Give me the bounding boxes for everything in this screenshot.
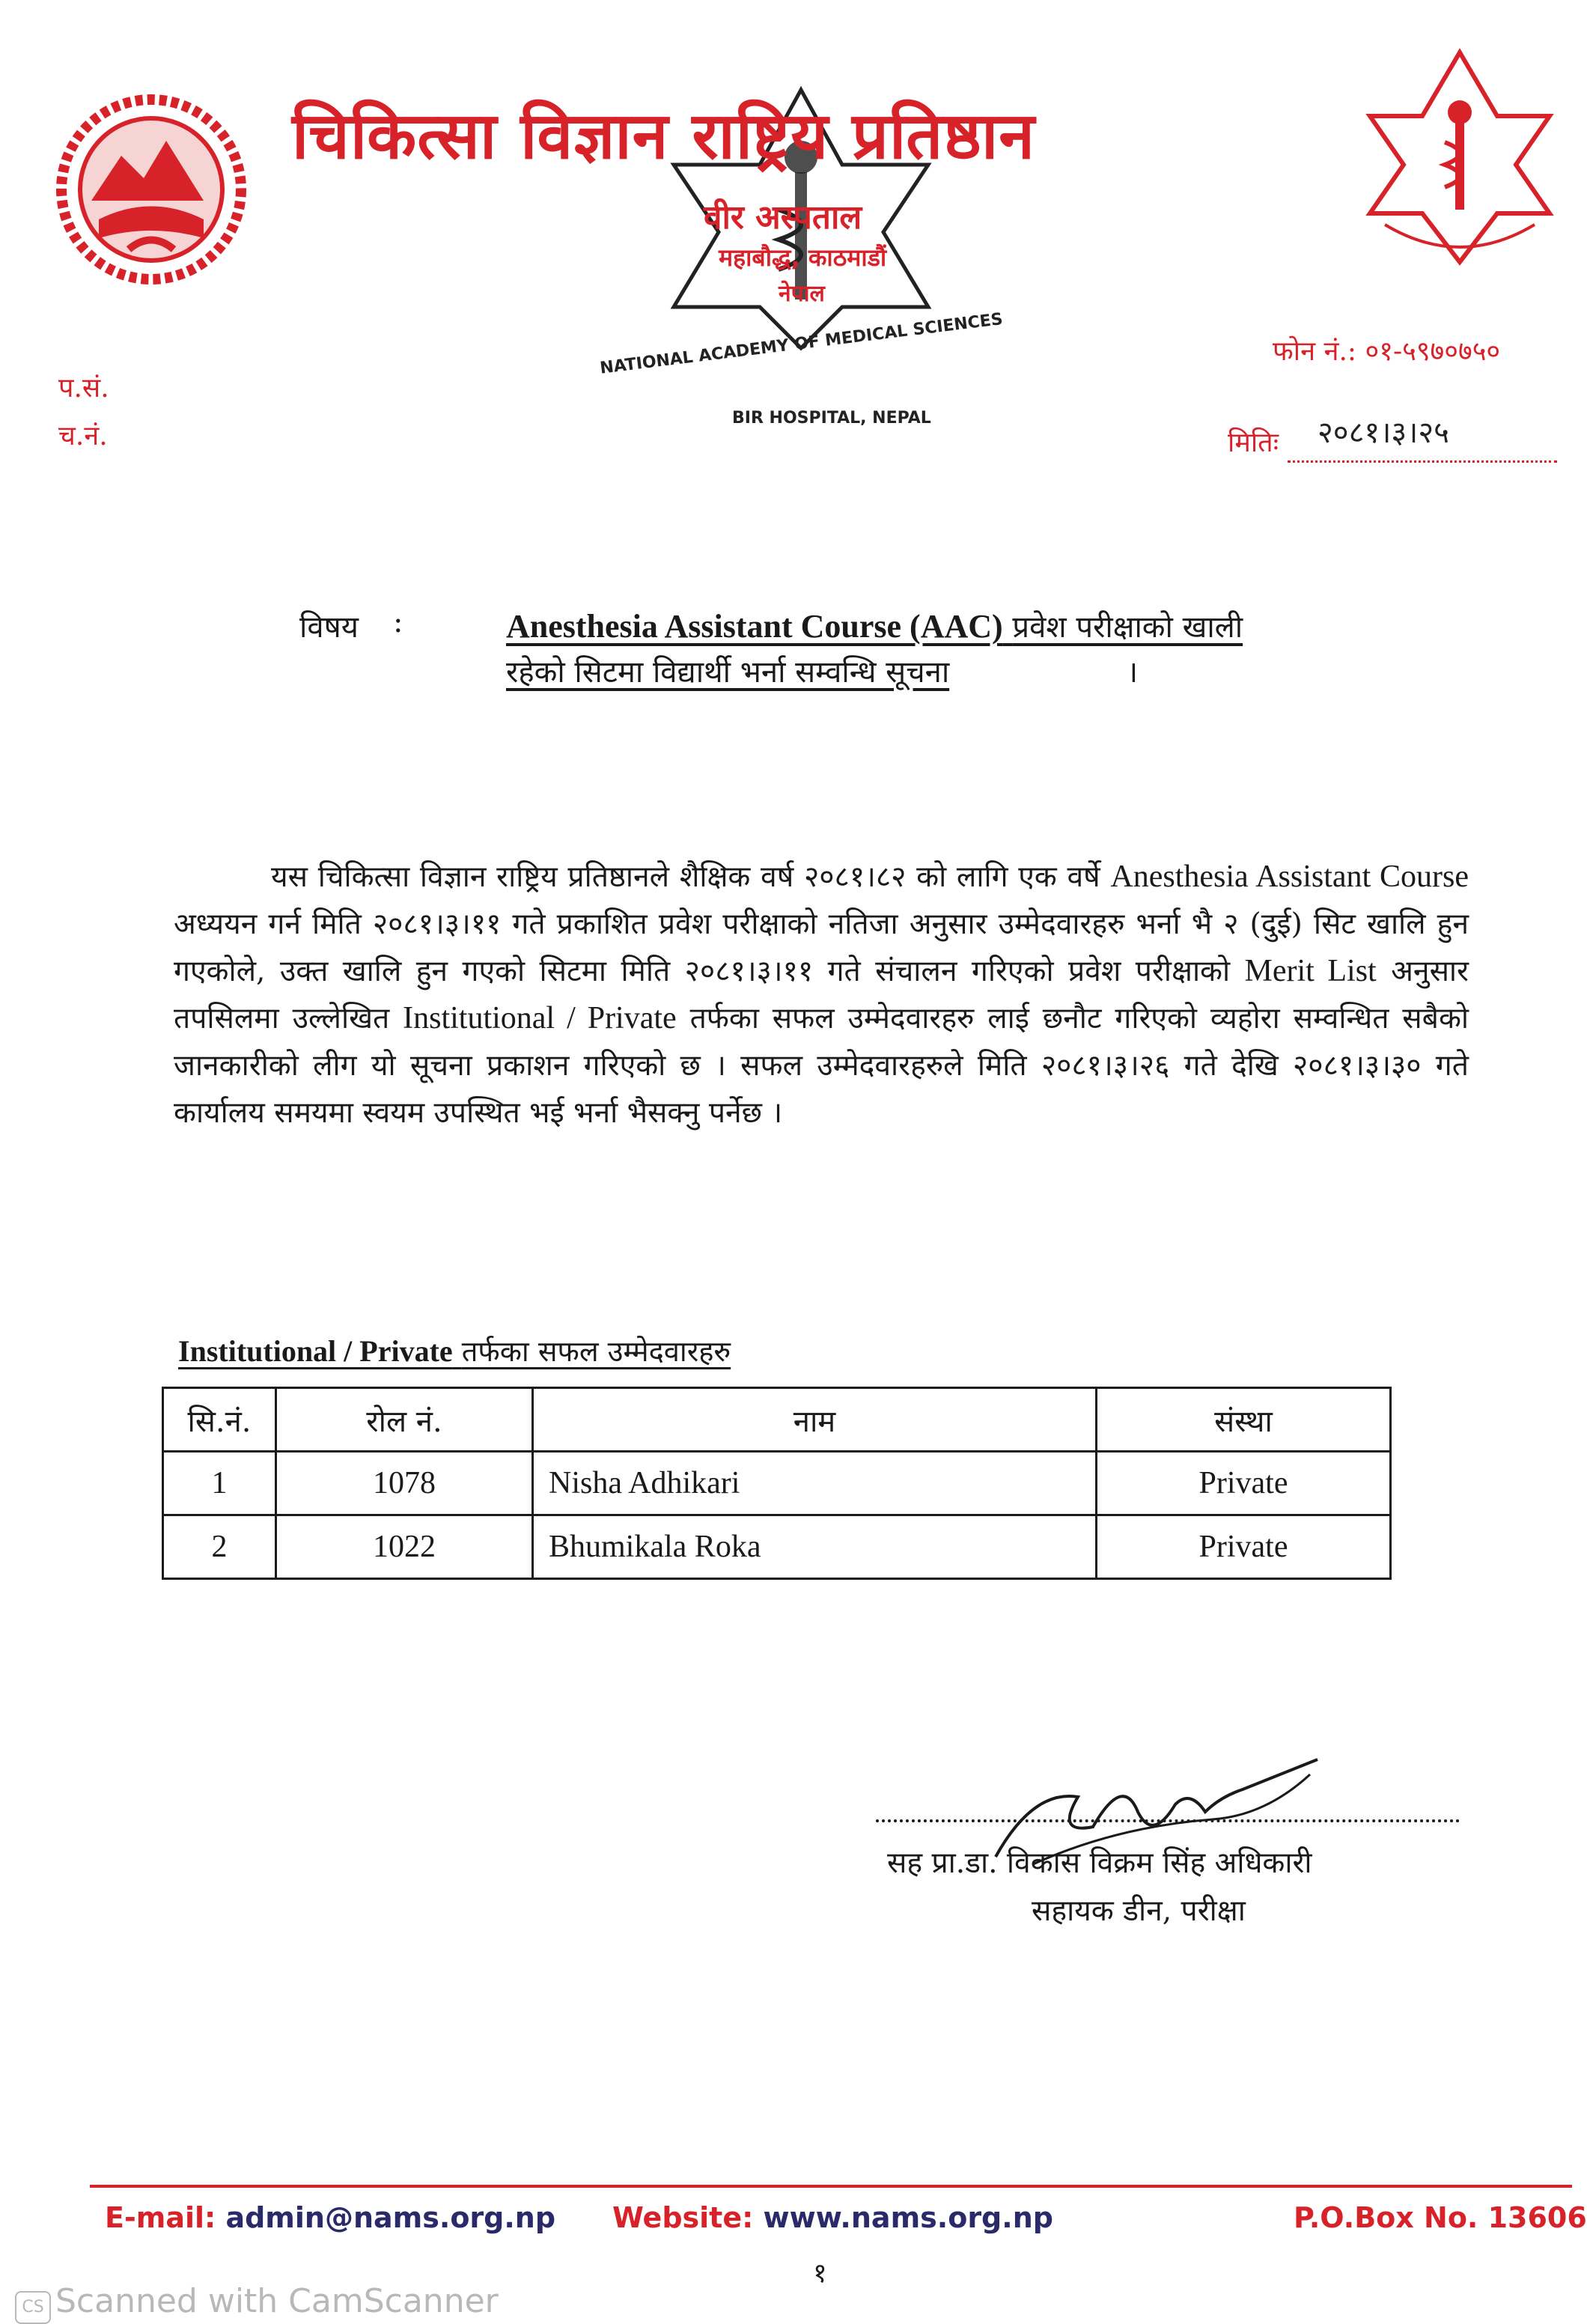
hospital-english-name: BIR HOSPITAL, NEPAL	[732, 409, 931, 428]
nepal-government-emblem	[46, 88, 256, 290]
institution-title: चिकित्सा विज्ञान राष्ट्रिय प्रतिष्ठान	[292, 99, 1035, 174]
signatory-name: सह प्रा.डा. विकास विक्रम सिंह अधिकारी	[887, 1846, 1312, 1880]
subject-course-name: Anesthesia Assistant Course (AAC)	[506, 608, 1003, 645]
column-header-roll: रोल नं.	[276, 1388, 533, 1452]
date-label: मितिः	[1228, 428, 1279, 458]
subject-colon: :	[393, 605, 403, 639]
center-logo-line1: वीर अस्पताल	[704, 198, 862, 237]
column-header-institution: संस्था	[1097, 1388, 1391, 1452]
paragraph-part-5: अनुसार तपसिलमा उल्लेखित	[174, 955, 1469, 1035]
paragraph-course-name: Anesthesia Assistant Course	[1110, 860, 1469, 894]
notice-paragraph	[174, 854, 1469, 1137]
footer-website	[612, 2201, 1053, 2234]
paragraph-part-7: तर्फका सफल उम्मेदवारहरु लाई छनौट गरिएको व्यहोरा सम्वन्धित सबैको जानकारीको लीग यो सूचना प्रकाशन गरिएको छ । सफल उम्मेदवारहरुले मिति २०८१।३।२६ गते देखि २०८१।३।३० गते कार्यालय समयमा स्वयम उपस्थित भई भर्ना भैसक्नु पर्नेछ ।	[174, 1002, 1469, 1130]
cell-institution: Private	[1097, 1515, 1391, 1579]
date-value: २०८१।३।२५	[1318, 416, 1449, 450]
scanner-watermark: Scanned with CamScanner	[55, 2282, 499, 2320]
cell-roll: 1078	[276, 1452, 533, 1515]
table-heading-text: तर्फका सफल उम्मेदवारहरु	[461, 1335, 731, 1368]
phone-number: फोन नं.: ०१-५९७०७५०	[1273, 336, 1501, 367]
paragraph-merit-list: Merit List	[1244, 954, 1377, 988]
paragraph-part-3: अध्ययन गर्न मिति २०८१।३।११ गते प्रकाशित प्रवेश परीक्षाको नतिजा अनुसार उम्मेदवारहरु भर्ना भै २ (दुई) सिट खालि हुन गएकोले, उक्त खालि हुन गएको सिटमा मिति २०८१।३।११ गते संचालन गरिएको प्रवेश परीक्षाको	[174, 907, 1469, 988]
cell-roll: 1022	[276, 1515, 533, 1579]
reference-cn-label: च.नं.	[58, 421, 108, 451]
table-header-row	[163, 1388, 1391, 1452]
footer-divider	[90, 2185, 1572, 2188]
cell-institution: Private	[1097, 1452, 1391, 1515]
reference-ps-label: प.सं.	[58, 373, 109, 404]
column-header-name: नाम	[533, 1388, 1097, 1452]
center-logo-line2: महाबौद्ध, काठमाडौं	[719, 243, 887, 272]
table-row	[163, 1515, 1391, 1579]
signature-dotted-line	[876, 1819, 1460, 1822]
cell-name: Nisha Adhikari	[533, 1452, 1097, 1515]
footer-email-label: E-mail:	[105, 2201, 216, 2234]
footer-email-value[interactable]: admin@nams.org.np	[225, 2201, 556, 2234]
subject-label: विषय	[299, 610, 359, 645]
cell-serial: 1	[163, 1452, 276, 1515]
successful-candidates-table	[162, 1387, 1392, 1580]
cell-serial: 2	[163, 1515, 276, 1579]
camscanner-badge-icon: CS	[15, 2291, 51, 2324]
table-heading-category: Institutional / Private	[178, 1334, 453, 1368]
table-heading	[178, 1331, 731, 1370]
paragraph-category: Institutional / Private	[403, 1001, 677, 1035]
cell-name: Bhumikala Roka	[533, 1515, 1097, 1579]
footer-pobox: P.O.Box No. 13606	[1294, 2201, 1587, 2234]
subject-line-1	[506, 605, 1243, 646]
footer-website-value[interactable]: www.nams.org.np	[763, 2201, 1053, 2234]
nams-star-emblem	[1362, 45, 1557, 270]
subject-line-2: रहेको सिटमा विद्यार्थी भर्ना सम्वन्धि सूचना	[506, 655, 950, 690]
subject-line-1-text: प्रवेश परीक्षाको खाली	[1012, 610, 1243, 645]
signatory-title: सहायक डीन, परीक्षा	[1032, 1894, 1246, 1928]
footer-email	[105, 2201, 555, 2234]
paragraph-part-1: यस चिकित्सा विज्ञान राष्ट्रिय प्रतिष्ठानले शैक्षिक वर्ष २०८१।८२ को लागि एक वर्षे	[271, 860, 1100, 894]
subject-end-mark: ।	[1127, 655, 1139, 690]
column-header-serial: सि.नं.	[163, 1388, 276, 1452]
institute-english-name: NATIONAL ACADEMY OF MEDICAL SCIENCES	[599, 309, 1004, 378]
page-number: १	[813, 2258, 827, 2289]
footer-website-label: Website:	[612, 2201, 754, 2234]
table-row	[163, 1452, 1391, 1515]
center-logo-line3: नेपाल	[779, 281, 825, 307]
